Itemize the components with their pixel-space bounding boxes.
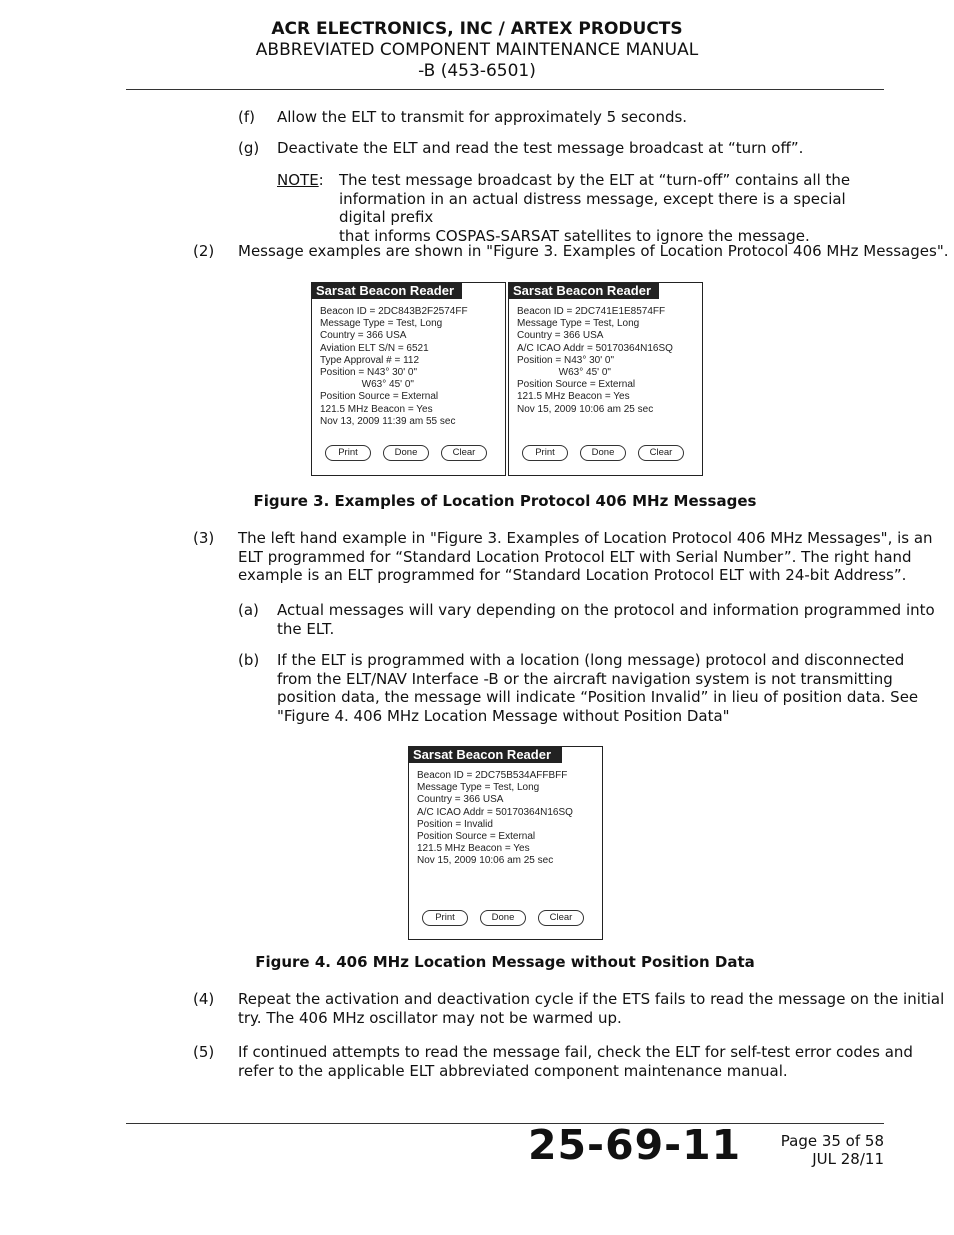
message-line: Country = 366 USA	[320, 330, 407, 342]
step-b-line: "Figure 4. 406 MHz Location Message without Position Data"	[277, 706, 730, 725]
step-b-text	[277, 651, 918, 725]
print-button[interactable]: Print	[422, 910, 468, 926]
step-4-label: (4)	[193, 990, 215, 1008]
page-number: Page 35 of 58	[780, 1132, 884, 1150]
step-3-label: (3)	[193, 529, 215, 547]
step-5-label: (5)	[193, 1043, 215, 1061]
message-line: Position = Invalid	[417, 818, 493, 830]
panel-title: Sarsat Beacon Reader	[409, 747, 562, 763]
figure-3-caption: Figure 3. Examples of Location Protocol 406 MHz Messages	[253, 492, 757, 510]
message-line: Position Source = External	[517, 379, 636, 391]
step-b-line: position data, the message will indicate “Position Invalid” in lieu of position data. See	[277, 688, 919, 706]
note-label-colon: :	[318, 171, 324, 189]
step-3-line: The left hand example in "Figure 3. Examples of Location Protocol 406 MHz Messages", is an	[238, 529, 933, 547]
chapter-code: 25-69-11	[528, 1121, 742, 1169]
message-line: Position = N43° 30' 0"	[517, 354, 615, 366]
panel-message-lines	[417, 770, 573, 868]
note-line: information in an actual distress message, except there is a special digital prefix	[339, 189, 846, 226]
clear-button[interactable]: Clear	[538, 910, 584, 926]
step-3-line: example is an ELT programmed for “Standard Location Protocol ELT with 24-bit Address”.	[238, 566, 907, 584]
print-button[interactable]: Print	[522, 445, 568, 461]
note-label-text: NOTE	[277, 171, 319, 189]
message-line: Type Approval # = 112	[320, 354, 420, 366]
panel-title: Sarsat Beacon Reader	[312, 283, 462, 299]
message-line: Position Source = External	[320, 391, 439, 403]
message-line: Country = 366 USA	[417, 794, 504, 806]
step-a-text	[277, 601, 935, 638]
message-line: Nov 15, 2009 10:06 am 25 sec	[517, 403, 654, 415]
step-4-line: Repeat the activation and deactivation cycle if the ETS fails to read the message on the initial	[238, 990, 945, 1008]
step-b-line: If the ELT is programmed with a location (long message) protocol and disconnected	[277, 651, 905, 669]
message-line: A/C ICAO Addr = 50170364N16SQ	[417, 806, 573, 818]
message-line: W63° 45' 0"	[320, 379, 414, 391]
panel-message-lines	[320, 306, 468, 428]
note-label	[277, 171, 324, 190]
figure-4-caption: Figure 4. 406 MHz Location Message without Position Data	[255, 953, 755, 971]
message-line: Message Type = Test, Long	[517, 318, 640, 330]
message-line: Beacon ID = 2DC75B534AFFBFF	[417, 770, 568, 781]
message-line: Message Type = Test, Long	[417, 782, 540, 794]
step-g-text: Deactivate the ELT and read the test message broadcast at “turn off”.	[277, 139, 804, 157]
message-line: Beacon ID = 2DC843B2F2574FF	[320, 306, 468, 317]
note-text	[339, 171, 887, 245]
note-line: that informs COSPAS-SARSAT satellites to ignore the message.	[339, 226, 810, 245]
step-f-text: Allow the ELT to transmit for approximately 5 seconds.	[277, 108, 688, 126]
message-line: A/C ICAO Addr = 50170364N16SQ	[517, 342, 673, 354]
step-a-line: the ELT.	[277, 619, 335, 638]
revision-date: JUL 28/11	[812, 1150, 884, 1168]
step-5-text	[238, 1043, 913, 1080]
panel-message-lines	[517, 306, 673, 416]
step-3-line: ELT programmed for “Standard Location Protocol ELT with Serial Number”. The right hand	[238, 547, 912, 566]
beacon-reader-panel-left	[311, 282, 506, 476]
message-line: 121.5 MHz Beacon = Yes	[417, 843, 530, 855]
print-button[interactable]: Print	[325, 445, 371, 461]
step-b-label: (b)	[238, 651, 260, 669]
header-manual: ABBREVIATED COMPONENT MAINTENANCE MANUAL	[255, 40, 699, 60]
header-company: ACR ELECTRONICS, INC / ARTEX PRODUCTS	[271, 19, 683, 39]
header-rule	[126, 89, 884, 90]
footer-rule	[126, 1123, 884, 1124]
message-line: 121.5 MHz Beacon = Yes	[320, 403, 433, 415]
clear-button[interactable]: Clear	[441, 445, 487, 461]
beacon-reader-panel-invalid	[408, 746, 603, 940]
step-2-label: (2)	[193, 242, 215, 260]
message-line: Position = N43° 30' 0"	[320, 367, 418, 379]
message-line: Beacon ID = 2DC741E1E8574FF	[517, 306, 666, 317]
step-f-label: (f)	[238, 108, 255, 126]
step-4-text	[238, 990, 944, 1027]
step-3-text	[238, 529, 933, 585]
beacon-reader-panel-right	[508, 282, 703, 476]
message-line: Nov 15, 2009 10:06 am 25 sec	[417, 855, 554, 867]
message-line: Nov 13, 2009 11:39 am 55 sec	[320, 415, 456, 427]
message-line: 121.5 MHz Beacon = Yes	[517, 391, 630, 403]
clear-button[interactable]: Clear	[638, 445, 684, 461]
step-a-line: Actual messages will vary depending on the protocol and information programmed into	[277, 601, 935, 619]
done-button[interactable]: Done	[480, 910, 526, 926]
step-2-text: Message examples are shown in "Figure 3. Examples of Location Protocol 406 MHz Messages".	[238, 242, 949, 260]
panel-title: Sarsat Beacon Reader	[509, 283, 659, 299]
step-5-line: refer to the applicable ELT abbreviated component maintenance manual.	[238, 1061, 788, 1080]
step-g-label: (g)	[238, 139, 260, 157]
message-line: Message Type = Test, Long	[320, 318, 443, 330]
step-5-line: If continued attempts to read the message fail, check the ELT for self-test error codes and	[238, 1043, 913, 1061]
message-line: W63° 45' 0"	[517, 367, 611, 379]
done-button[interactable]: Done	[580, 445, 626, 461]
message-line: Aviation ELT S/N = 6521	[320, 342, 429, 354]
done-button[interactable]: Done	[383, 445, 429, 461]
step-4-line: try. The 406 MHz oscillator may not be warmed up.	[238, 1008, 622, 1027]
step-a-label: (a)	[238, 601, 259, 619]
message-line: Position Source = External	[417, 831, 536, 843]
note-line: The test message broadcast by the ELT at “turn-off” contains all the	[339, 171, 851, 189]
message-line: Country = 366 USA	[517, 330, 604, 342]
step-b-line: from the ELT/NAV Interface -B or the aircraft navigation system is not transmitting	[277, 669, 893, 688]
header-part: -B (453-6501)	[418, 61, 536, 81]
